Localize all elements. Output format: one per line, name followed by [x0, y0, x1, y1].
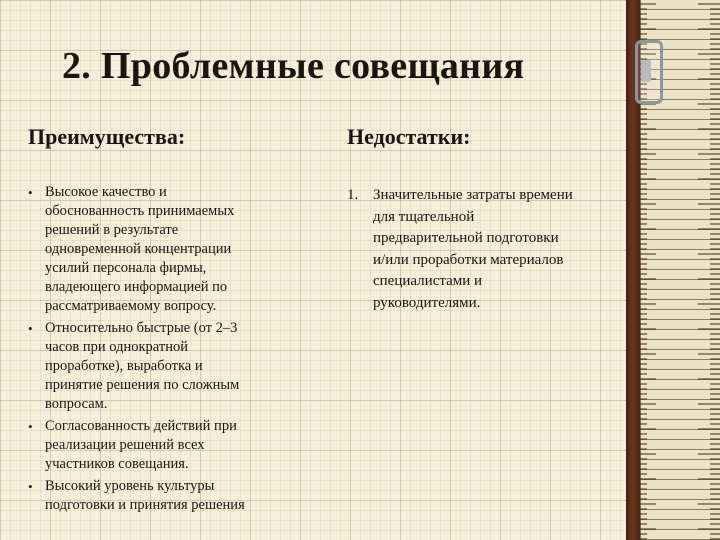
item-number: 1. [347, 187, 359, 203]
ruler-icon [618, 0, 720, 540]
advantage-line: решений в результате [45, 222, 179, 238]
advantages-list [28, 183, 290, 518]
advantage-line: участников совещания. [45, 456, 189, 472]
advantage-item [28, 417, 290, 474]
disadvantage-line: Значительные затраты времени [373, 187, 573, 203]
advantage-line: часов при однократной [45, 339, 188, 355]
advantage-line: реализации решений всех [45, 437, 205, 453]
advantage-item [28, 477, 290, 515]
advantage-line: Высокий уровень культуры [45, 478, 215, 494]
advantage-item [28, 319, 290, 414]
advantage-line: вопросам. [45, 396, 108, 412]
ruler-marks [618, 0, 720, 540]
disadvantage-line: для тщательной [373, 208, 475, 225]
advantage-item [28, 183, 290, 316]
advantage-line: владеющего информацией по [45, 279, 228, 295]
advantage-line: подготовки и принятия решения [45, 497, 245, 513]
advantage-line: Согласованность действий при [45, 418, 237, 434]
disadvantages-list [347, 185, 612, 314]
bullet-icon: • [28, 185, 33, 200]
advantage-line: рассматриваемому вопросу. [45, 298, 217, 314]
advantage-line: Относительно быстрые (от 2–3 [45, 320, 238, 336]
disadvantages-heading: Недостатки: [347, 124, 471, 149]
slide-title: 2. Проблемные совещания [62, 45, 525, 87]
bullet-icon: • [28, 321, 33, 336]
paper-clip-inner [641, 60, 651, 82]
advantages-heading: Преимущества: [28, 124, 186, 149]
disadvantage-line: руководителями. [373, 294, 481, 311]
disadvantage-item [347, 185, 612, 314]
bullet-icon: • [28, 419, 33, 434]
advantage-line: усилий персонала фирмы, [45, 260, 207, 276]
advantage-line: одновременной концентрации [45, 241, 232, 257]
advantage-line: проработке), выработка и [45, 358, 203, 374]
disadvantage-line: предварительной подготовки [373, 230, 559, 246]
disadvantage-line: специалистами и [373, 273, 483, 289]
disadvantage-line: и/или проработки материалов [373, 251, 564, 268]
advantage-line: Высокое качество и [45, 184, 167, 200]
advantage-line: принятие решения по сложным [45, 377, 240, 393]
advantage-line: обоснованность принимаемых [45, 203, 235, 219]
bullet-icon: • [28, 479, 33, 494]
